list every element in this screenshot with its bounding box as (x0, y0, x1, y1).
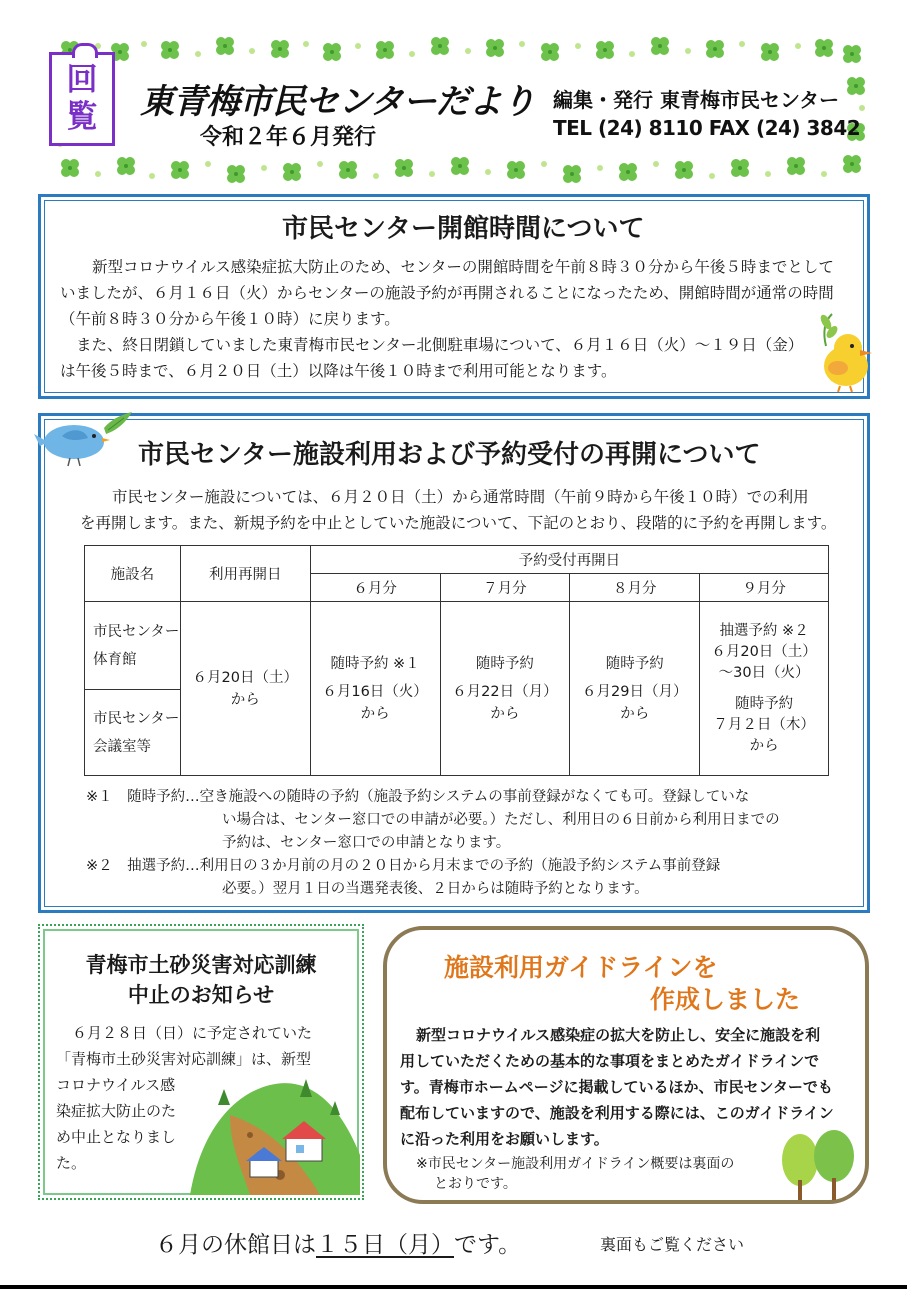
july-line3: から (490, 705, 520, 722)
table-row (85, 602, 829, 690)
sep-line3: ～30日（火） (718, 664, 810, 681)
s4-line-2: 用していただくための基本的な事項をまとめたガイドラインで (400, 1052, 820, 1070)
s2-line-2: を再開します。また、新規予約を中止としていた施設について、下記のとおり、段階的に予約を再開します。 (80, 514, 837, 532)
aug-reservation (570, 602, 700, 776)
month-aug: ８月分 (570, 574, 700, 602)
june-line1: 随時予約 ※１ (330, 655, 420, 672)
july-line1: 随時予約 (475, 655, 534, 672)
note-2-line2: 必要。）翌月１日の当選発表後、２日からは随時予約となります。 (222, 881, 649, 897)
facility-meeting-line2: 会議室等 (93, 738, 151, 755)
guideline-title-line1: 施設利用ガイドラインを (444, 953, 718, 982)
s4-line-4: 配布していますので、施設を利用する際には、このガイドライン (400, 1104, 834, 1122)
opening-hours-title: 市民センター開館時間について (282, 214, 645, 244)
s4-line-5: に沿った利用をお願いします。 (400, 1130, 609, 1148)
facility-reopen-body (80, 484, 850, 536)
guideline-note-line2: とおりです。 (434, 1176, 517, 1192)
facility-meeting-rooms (85, 690, 181, 776)
s2-line-1: 市民センター施設については、６月２０日（土）から通常時間（午前９時から午後１０時）での利用 (112, 488, 809, 506)
kairan-char-2: 覧 (66, 99, 98, 135)
issue-date: 令和２年６月発行 (200, 125, 377, 150)
guideline-note (416, 1154, 776, 1194)
month-sep: ９月分 (700, 574, 829, 602)
guideline-note-line1: ※市民センター施設利用ガイドライン概要は裏面の (416, 1156, 735, 1172)
publisher: 編集・発行 東青梅市民センター (553, 88, 840, 112)
bird-illustration (34, 408, 134, 470)
opening-hours-body (60, 254, 850, 384)
reservation-schedule-table (84, 545, 829, 776)
drill-cancel-title (40, 950, 362, 1010)
sep-line1: 抽選予約 ※２ (719, 622, 809, 639)
resume-date-line2: から (230, 691, 260, 708)
s1-line-4: また、終日閉鎖していました東青梅市民センター北側駐車場について、６月１６日（火）～１９日（金） (76, 336, 804, 354)
landslide-illustration (190, 1075, 360, 1195)
note-2-line1: ※２ 抽選予約…利用日の３か月前の月の２０日から月末までの予約（施設予約システム事前登録 (86, 858, 721, 874)
month-june: ６月分 (310, 574, 440, 602)
contact-tel-fax: TEL (24) 8110 FAX (24) 3842 (553, 116, 861, 140)
june-reservation (310, 602, 440, 776)
july-line2: ６月22日（月） (452, 683, 558, 700)
s3-line-2: 「青梅市土砂災害対応訓練」は、新型 (56, 1050, 312, 1068)
facility-gym (85, 602, 181, 690)
kairan-char-1: 回 (66, 61, 98, 98)
closed-prefix: ６月の休館日は (155, 1232, 316, 1258)
sep-line4: 随時予約 (735, 695, 794, 712)
june-line2: ６月16日（火） (322, 683, 428, 700)
circulation-badge (49, 52, 115, 146)
s3-line-5: め中止となりまし (56, 1128, 177, 1146)
drill-title-line2: 中止のお知らせ (127, 983, 275, 1007)
aug-line1: 随時予約 (605, 655, 664, 672)
newsletter-title: 東青梅市民センターだより (140, 82, 535, 122)
facility-gym-line2: 体育館 (93, 651, 137, 668)
s4-line-1: 新型コロナウイルス感染症の拡大を防止し、安全に施設を利 (416, 1026, 821, 1044)
s1-line-1: 新型コロナウイルス感染症拡大防止のため、センターの開館時間を午前８時３０分から午後５時までとして (92, 258, 834, 276)
s3-line-4: 染症拡大防止のた (56, 1102, 177, 1120)
aug-line2: ６月29日（月） (582, 683, 688, 700)
sep-line2: ６月20日（土） (711, 643, 817, 660)
note-1-line2: い場合は、センター窓口での申請が必要。）ただし、利用日の６日前から利用日までの (222, 812, 780, 828)
drill-title-line1: 青梅市土砂災害対応訓練 (85, 953, 317, 977)
sep-line6: から (749, 737, 779, 754)
col-resume-header: 利用再開日 (180, 546, 310, 602)
s1-line-2: いましたが、６月１６日（火）からセンターの施設予約が再開されることになったため、開館時間が通常の時間 (60, 284, 834, 302)
june-line3: から (360, 705, 390, 722)
table-header-row (85, 546, 829, 574)
s3-line-1: ６月２８日（日）に予定されていた (72, 1024, 313, 1042)
table-notes (86, 786, 846, 901)
sep-line5: ７月２日（木） (713, 716, 815, 733)
aug-line3: から (620, 705, 650, 722)
trees-illustration (776, 1130, 860, 1202)
closed-suffix: です。 (454, 1232, 522, 1258)
s3-line-6: た。 (56, 1154, 87, 1172)
s3-line-3: コロナウイルス感 (56, 1076, 176, 1094)
sep-reservation (700, 602, 829, 776)
col-reserve-header: 予約受付再開日 (310, 546, 828, 574)
facility-meeting-line1: 市民センター (93, 710, 180, 727)
bottom-rule (0, 1285, 907, 1289)
facility-gym-line1: 市民センター (93, 623, 180, 640)
s1-line-3: （午前８時３０分から午後１０時）に戻ります。 (60, 310, 400, 328)
chick-illustration (812, 308, 882, 394)
guideline-title-line2: 作成しました (650, 985, 801, 1014)
july-reservation (440, 602, 570, 776)
resume-date-line1: ６月20日（土） (192, 669, 298, 686)
see-back-note: 裏面もご覧ください (600, 1235, 745, 1254)
closed-day-notice (155, 1226, 521, 1259)
month-july: ７月分 (440, 574, 570, 602)
facility-reopen-title: 市民センター施設利用および予約受付の再開について (138, 440, 761, 470)
s4-line-3: す。青梅市ホームページに掲載しているほか、市民センターでも (400, 1078, 833, 1096)
col-facility-header: 施設名 (85, 546, 181, 602)
closed-day: １５日（月） (316, 1232, 454, 1258)
s1-line-5: は午後５時まで、６月２０日（土）以降は午後１０時まで利用可能となります。 (60, 362, 617, 380)
note-1-line1: ※１ 随時予約…空き施設への随時の予約（施設予約システムの事前登録がなくても可。登録していな (86, 789, 750, 805)
resume-date (180, 602, 310, 776)
note-1-line3: 予約は、センター窓口での申請となります。 (222, 835, 511, 851)
